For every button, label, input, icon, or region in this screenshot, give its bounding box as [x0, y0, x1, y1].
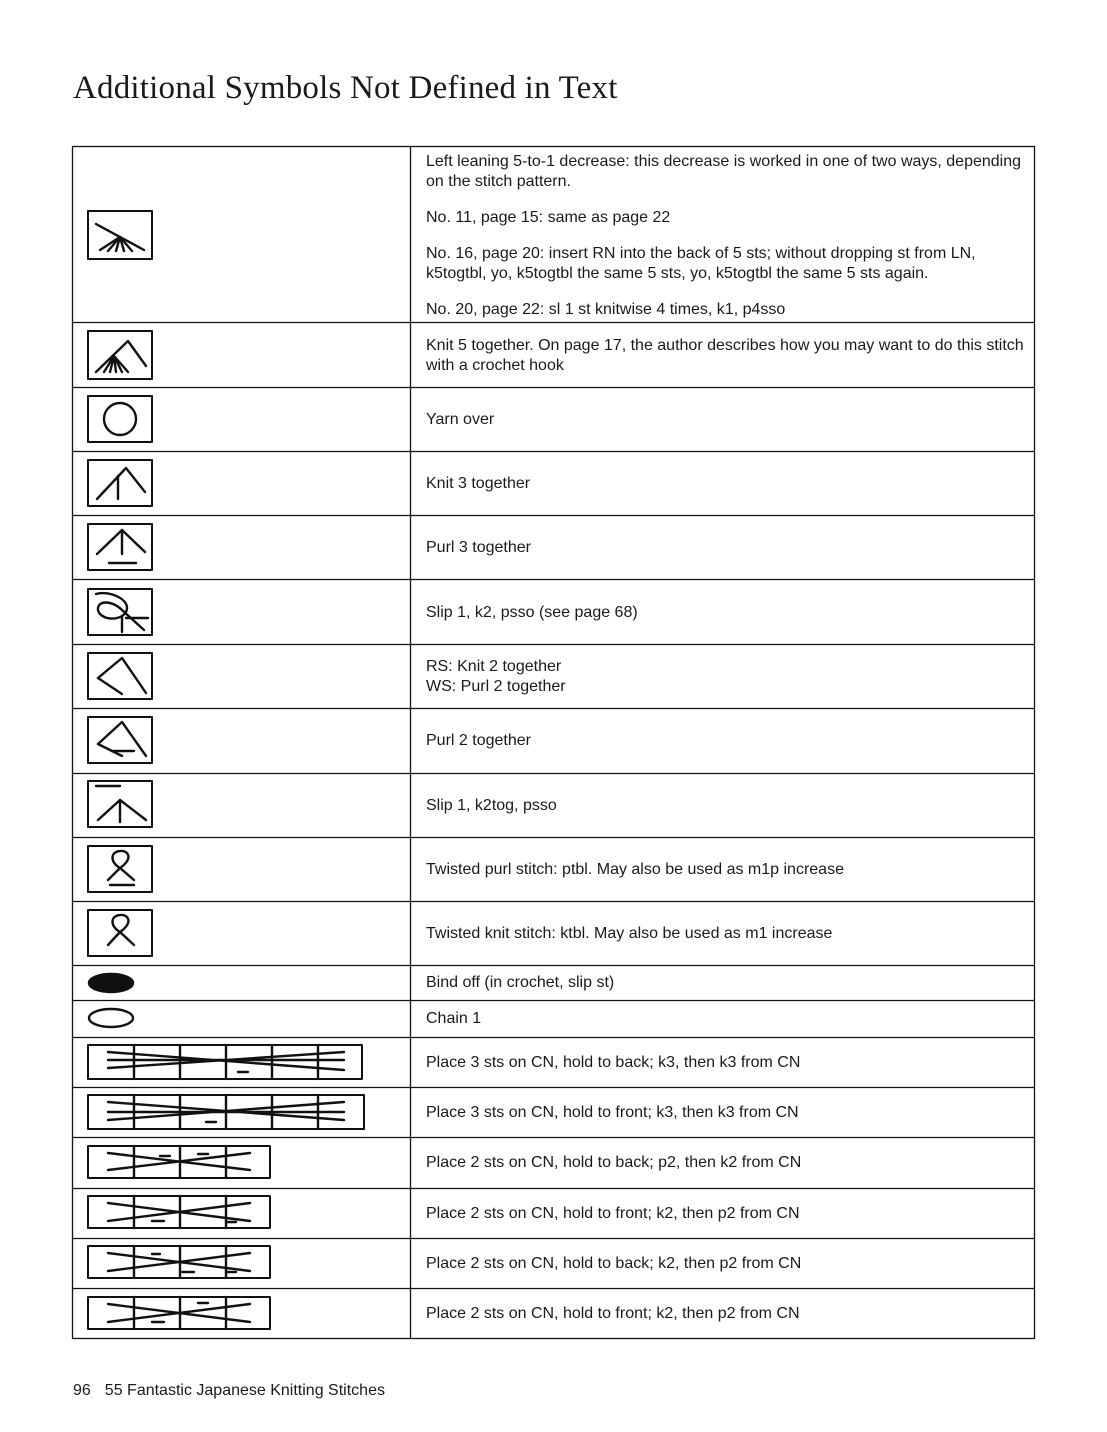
knit-2-together-icon: [88, 653, 152, 699]
description-line: Yarn over: [426, 411, 495, 428]
description-line: Knit 3 together: [426, 475, 531, 492]
description-line: Place 2 sts on CN, hold to back; k2, then p2 from CN: [426, 1255, 802, 1272]
cable-2-over-2-back-knit-purl-icon: [88, 1246, 270, 1278]
cable-2-over-2-front-knit-purl-icon: [88, 1297, 270, 1329]
slip-1-k2-psso-icon: [88, 589, 152, 635]
symbol-description: [426, 860, 1026, 880]
knit-3-together-icon: [88, 460, 152, 506]
symbol-description: [426, 1053, 1026, 1073]
symbol-description: [426, 1009, 1026, 1029]
cable-2-over-2-back-purl-icon: [88, 1146, 270, 1178]
page-title: Additional Symbols Not Defined in Text: [73, 70, 618, 106]
symbol-description: [426, 336, 1026, 376]
purl-2-together-icon: [88, 717, 152, 763]
symbol-description: [426, 410, 1026, 430]
cable-3-over-3-back-icon: [88, 1045, 362, 1079]
description-line: RS: Knit 2 together: [426, 658, 562, 675]
page-number: 96: [73, 1382, 91, 1399]
description-line: Left leaning 5-to-1 decrease: this decrease is worked in one of two ways, depending on the stitch pattern.: [426, 153, 1022, 190]
slip-1-k2tog-psso-icon: [88, 781, 152, 827]
description-line: Place 2 sts on CN, hold to front; k2, then p2 from CN: [426, 1205, 800, 1222]
description-line: Place 2 sts on CN, hold to back; p2, then k2 from CN: [426, 1154, 802, 1171]
page-footer: [73, 1382, 385, 1400]
description-line: Slip 1, k2, psso (see page 68): [426, 604, 638, 621]
symbol-description: [426, 1254, 1026, 1274]
symbol-description: [426, 731, 1026, 751]
description-line: Place 2 sts on CN, hold to front; k2, then p2 from CN: [426, 1305, 800, 1322]
description-line: No. 20, page 22: sl 1 st knitwise 4 times, k1, p4sso: [426, 301, 786, 318]
description-line: Chain 1: [426, 1010, 482, 1027]
description-line: Slip 1, k2tog, psso: [426, 797, 557, 814]
description-line: Purl 2 together: [426, 732, 531, 749]
description-line: Bind off (in crochet, slip st): [426, 974, 615, 991]
left-leaning-5-to-1-decrease-icon: [88, 211, 152, 259]
chain-icon: [89, 1009, 133, 1027]
description-line: Knit 5 together. On page 17, the author describes how you may want to do this stitch with a crochet hook: [426, 337, 1024, 374]
bind-off-icon: [89, 974, 133, 992]
symbol-description: [426, 474, 1026, 494]
description-line: No. 16, page 20: insert RN into the back of 5 sts; without dropping st from LN, k5togtbl, yo, k5togtbl the same 5 sts, yo, k5togtbl the same 5 sts again.: [426, 245, 976, 282]
description-line: Place 3 sts on CN, hold to front; k3, then k3 from CN: [426, 1104, 799, 1121]
symbol-description: [426, 924, 1026, 944]
symbol-description: [426, 1304, 1026, 1324]
description-line: Twisted knit stitch: ktbl. May also be used as m1 increase: [426, 925, 833, 942]
symbol-description: [426, 1204, 1026, 1224]
description-line: WS: Purl 2 together: [426, 678, 566, 695]
cable-2-over-2-front-purl-icon: [88, 1196, 270, 1228]
description-line: Purl 3 together: [426, 539, 531, 556]
twisted-purl-icon: [88, 846, 152, 892]
twisted-knit-icon: [88, 910, 152, 956]
symbol-description: [426, 538, 1026, 558]
symbol-description: [426, 152, 1026, 320]
book-title: 55 Fantastic Japanese Knitting Stitches: [104, 1382, 385, 1399]
purl-3-together-icon: [88, 524, 152, 570]
symbol-description: [426, 973, 1026, 993]
symbol-description: [426, 1153, 1026, 1173]
symbol-description: [426, 796, 1026, 816]
description-line: Place 3 sts on CN, hold to back; k3, then k3 from CN: [426, 1054, 801, 1071]
description-line: Twisted purl stitch: ptbl. May also be used as m1p increase: [426, 861, 844, 878]
symbol-description: [426, 1103, 1026, 1123]
symbol-description: [426, 657, 1026, 697]
description-line: No. 11, page 15: same as page 22: [426, 209, 671, 226]
yarn-over-icon: [88, 396, 152, 442]
cable-3-over-3-front-icon: [88, 1095, 364, 1129]
symbol-description: [426, 603, 1026, 623]
knit-5-together-icon: [88, 331, 152, 379]
